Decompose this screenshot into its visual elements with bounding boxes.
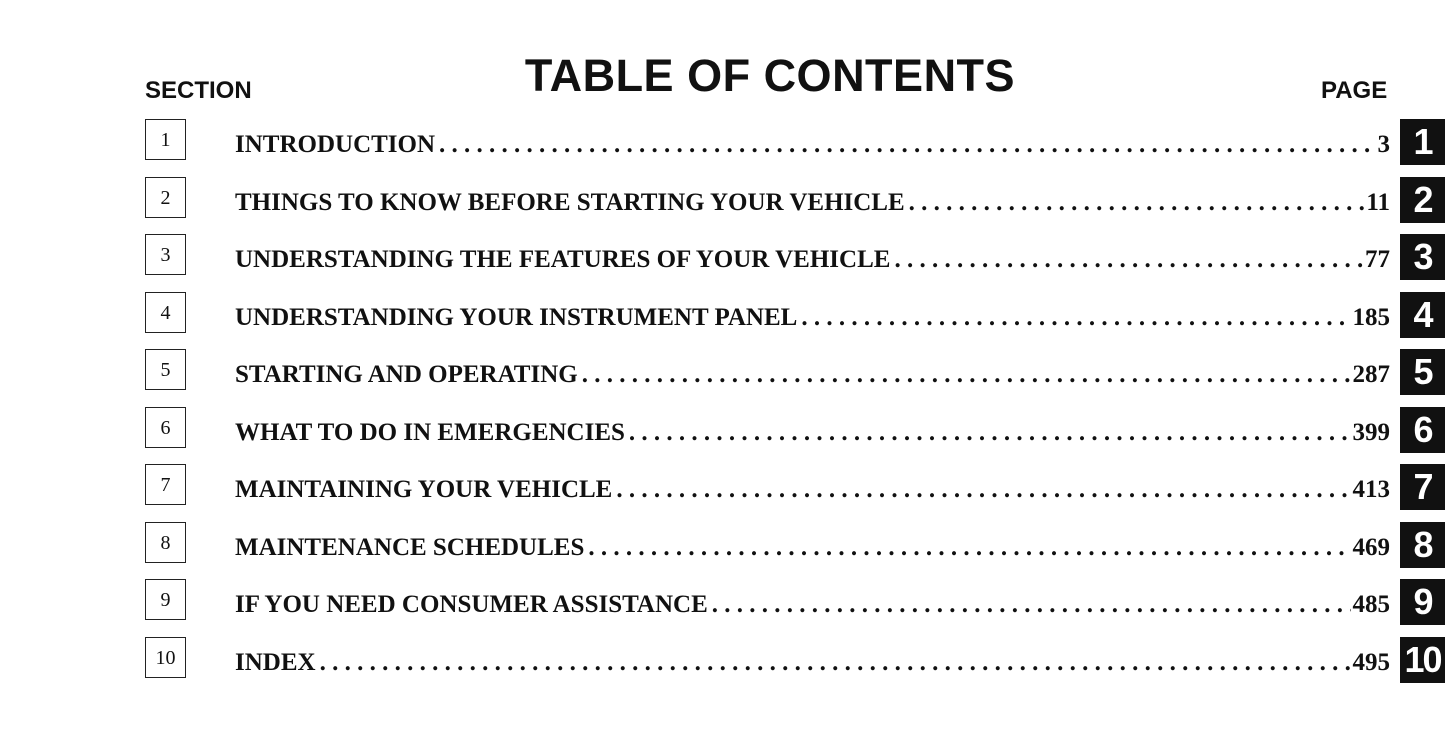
toc-entry[interactable]: [0, 349, 1445, 395]
dot-leader: [894, 245, 1363, 275]
dot-leader: [616, 475, 1350, 505]
section-number-box: 2: [145, 177, 186, 218]
toc-entry-title[interactable]: THINGS TO KNOW BEFORE STARTING YOUR VEHICLE: [235, 188, 905, 216]
section-number-box: 5: [145, 349, 186, 390]
toc-entry-page[interactable]: 77: [1365, 246, 1390, 273]
page-column-heading: PAGE: [1321, 77, 1388, 104]
section-tab-marker[interactable]: 8: [1400, 522, 1445, 568]
section-tab-marker[interactable]: 6: [1400, 407, 1445, 453]
toc-entry[interactable]: [0, 119, 1445, 165]
toc-entry-title[interactable]: MAINTENANCE SCHEDULES: [235, 533, 585, 561]
toc-entry[interactable]: [0, 292, 1445, 338]
dot-leader: [712, 590, 1351, 620]
section-number-box: 6: [145, 407, 186, 448]
toc-entry-title[interactable]: UNDERSTANDING YOUR INSTRUMENT PANEL: [235, 303, 798, 331]
section-number-box: 3: [145, 234, 186, 275]
toc-entry-title[interactable]: WHAT TO DO IN EMERGENCIES: [235, 418, 625, 446]
toc-entry-page[interactable]: 495: [1352, 648, 1390, 676]
section-column-heading: SECTION: [145, 77, 252, 104]
toc-entry[interactable]: [0, 579, 1445, 625]
toc-entry-line: [235, 124, 1390, 160]
toc-entry-title[interactable]: UNDERSTANDING THE FEATURES OF YOUR VEHICLE: [235, 246, 891, 273]
toc-entry-title[interactable]: INTRODUCTION: [235, 131, 436, 158]
toc-entry-title[interactable]: INDEX: [235, 648, 316, 676]
section-tab-marker[interactable]: 4: [1400, 292, 1445, 338]
dot-leader: [320, 648, 1351, 678]
toc-entry-line: [235, 584, 1390, 620]
toc-entry[interactable]: [0, 177, 1445, 223]
section-tab-marker[interactable]: 1: [1400, 119, 1445, 165]
toc-entry-page[interactable]: 11: [1366, 188, 1390, 216]
dot-leader: [909, 188, 1365, 218]
section-number-box: 9: [145, 579, 186, 620]
toc-entry-title[interactable]: MAINTAINING YOUR VEHICLE: [235, 476, 613, 503]
page-title: TABLE OF CONTENTS: [524, 50, 1016, 101]
dot-leader: [801, 303, 1350, 333]
section-number-box: 1: [145, 119, 186, 160]
section-tab-marker[interactable]: 7: [1400, 464, 1445, 510]
toc-entry-page[interactable]: 185: [1352, 303, 1390, 331]
toc-entry-page[interactable]: 287: [1352, 361, 1390, 388]
toc-entry[interactable]: [0, 234, 1445, 280]
section-number-box: 7: [145, 464, 186, 505]
toc-entry[interactable]: [0, 637, 1445, 683]
section-tab-marker[interactable]: 9: [1400, 579, 1445, 625]
toc-entry-page[interactable]: 3: [1377, 131, 1390, 158]
toc-entry[interactable]: [0, 464, 1445, 510]
toc-entry[interactable]: [0, 407, 1445, 453]
toc-entry-line: [235, 642, 1390, 678]
toc-entry-line: [235, 412, 1390, 448]
toc-entry-line: [235, 182, 1390, 218]
toc-entry[interactable]: [0, 522, 1445, 568]
toc-entry-page[interactable]: 469: [1352, 533, 1390, 561]
dot-leader: [439, 130, 1375, 160]
section-number-box: 10: [145, 637, 186, 678]
toc-entry-line: [235, 527, 1390, 563]
toc-entry-title[interactable]: IF YOU NEED CONSUMER ASSISTANCE: [235, 591, 708, 618]
section-tab-marker[interactable]: 10: [1400, 637, 1445, 683]
section-number-box: 8: [145, 522, 186, 563]
section-tab-marker[interactable]: 5: [1400, 349, 1445, 395]
toc-entry-line: [235, 469, 1390, 505]
toc-entry-line: [235, 297, 1390, 333]
section-number-box: 4: [145, 292, 186, 333]
section-tab-marker[interactable]: 2: [1400, 177, 1445, 223]
toc-entry-page[interactable]: 399: [1352, 418, 1390, 446]
toc-entry-line: [235, 354, 1390, 390]
dot-leader: [582, 360, 1351, 390]
dot-leader: [588, 533, 1350, 563]
toc-entry-line: [235, 239, 1390, 275]
section-tab-marker[interactable]: 3: [1400, 234, 1445, 280]
toc-entry-page[interactable]: 485: [1352, 591, 1390, 618]
toc-entry-title[interactable]: STARTING AND OPERATING: [235, 361, 578, 388]
dot-leader: [629, 418, 1351, 448]
toc-entry-page[interactable]: 413: [1352, 476, 1390, 503]
